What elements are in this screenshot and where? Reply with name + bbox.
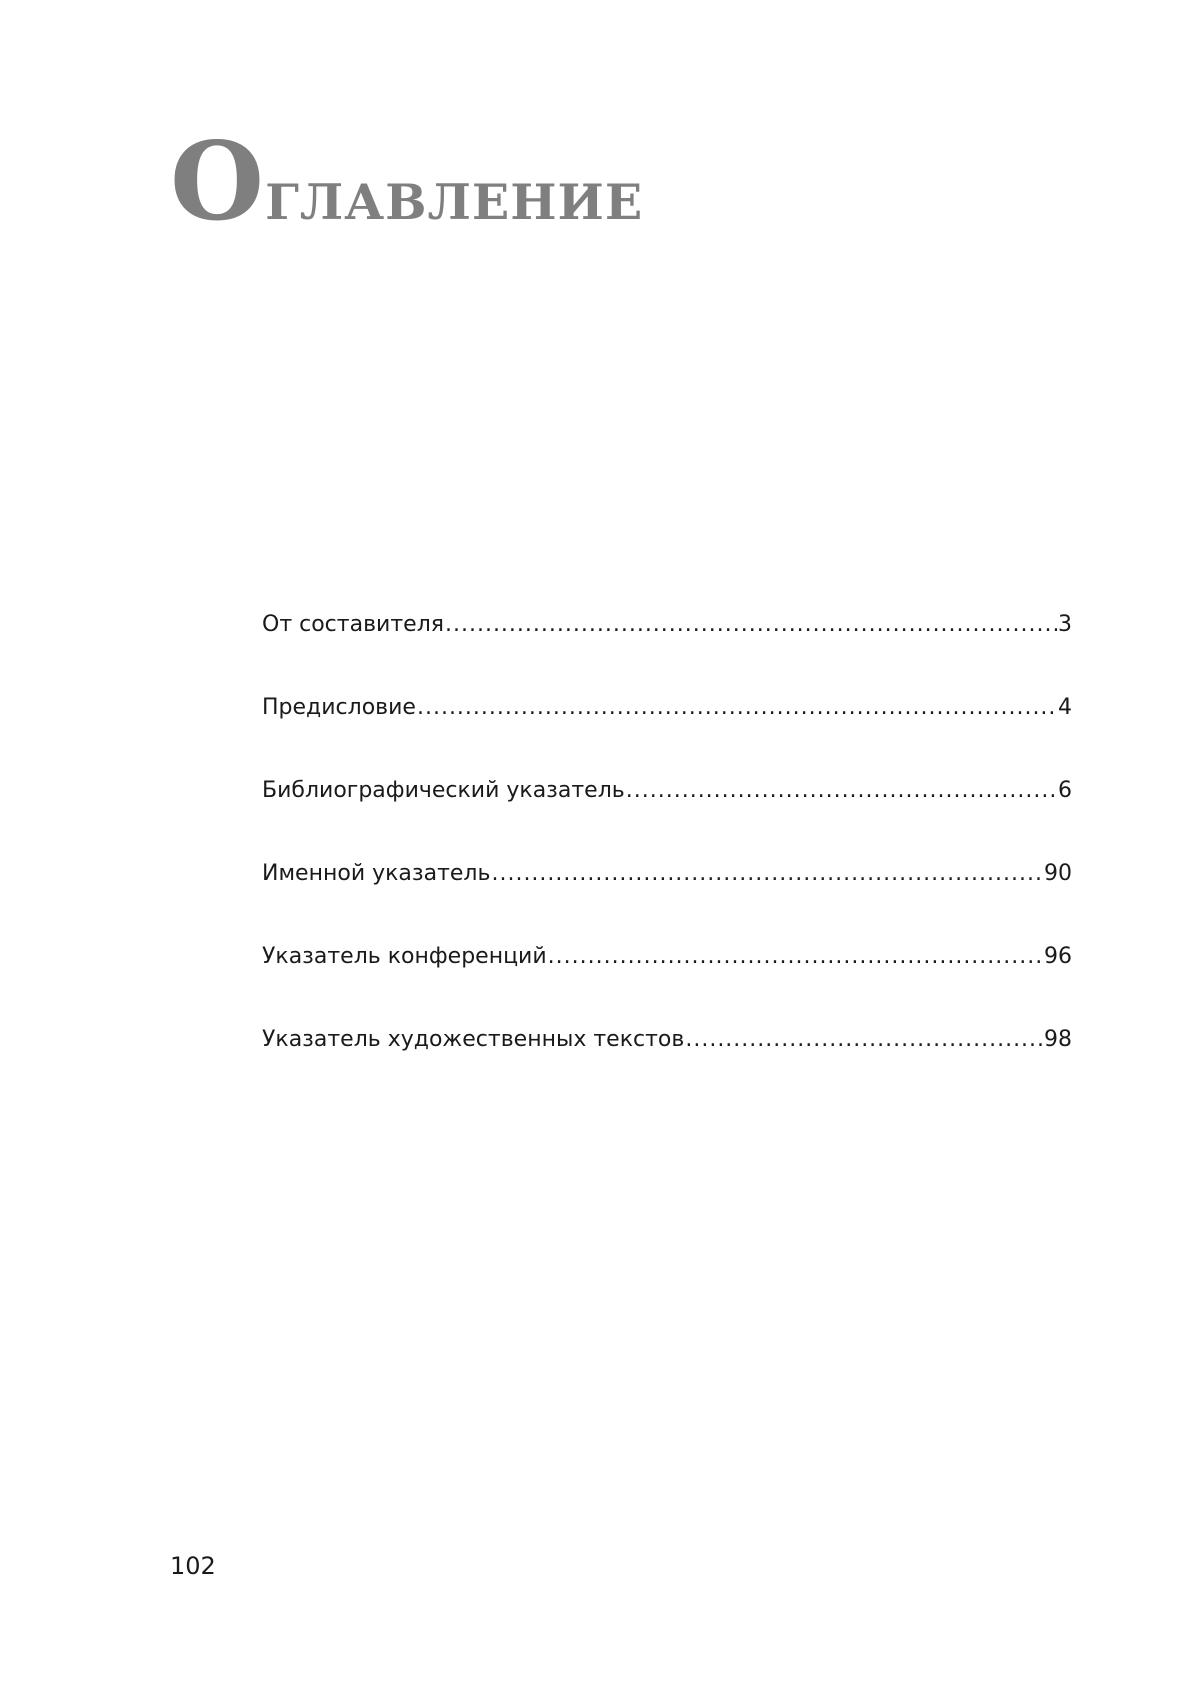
toc-entry-page: 3 <box>1058 612 1072 637</box>
toc-entry-page: 90 <box>1044 861 1072 886</box>
toc-entry[interactable] <box>262 778 1072 861</box>
toc-entry-label: От составителя <box>262 612 444 637</box>
dot-leader <box>548 944 1043 969</box>
toc-entry[interactable] <box>262 861 1072 944</box>
toc-entry[interactable] <box>262 695 1072 778</box>
toc-entry-label: Предисловие <box>262 695 416 720</box>
page-title <box>170 119 644 245</box>
toc-entry-page: 6 <box>1058 778 1072 803</box>
dot-leader <box>626 778 1057 803</box>
toc-entry[interactable] <box>262 944 1072 1027</box>
toc-entry-label: Именной указатель <box>262 861 491 886</box>
dot-leader <box>491 861 1043 886</box>
toc-entry-page: 96 <box>1044 944 1072 969</box>
page-number: 102 <box>170 1552 216 1580</box>
toc-entry-page: 98 <box>1044 1027 1072 1052</box>
title-rest: главление <box>265 153 644 236</box>
table-of-contents <box>262 612 1072 1110</box>
dot-leader <box>417 695 1057 720</box>
toc-entry-label: Библиографический указатель <box>262 778 625 803</box>
toc-entry-label: Указатель художественных текстов <box>262 1027 685 1052</box>
toc-entry-label: Указатель конференций <box>262 944 547 969</box>
toc-entry-page: 4 <box>1058 695 1072 720</box>
dot-leader <box>445 612 1057 637</box>
title-initial: О <box>170 119 266 245</box>
toc-entry[interactable] <box>262 1027 1072 1110</box>
toc-entry[interactable] <box>262 612 1072 695</box>
dot-leader <box>685 1027 1043 1052</box>
